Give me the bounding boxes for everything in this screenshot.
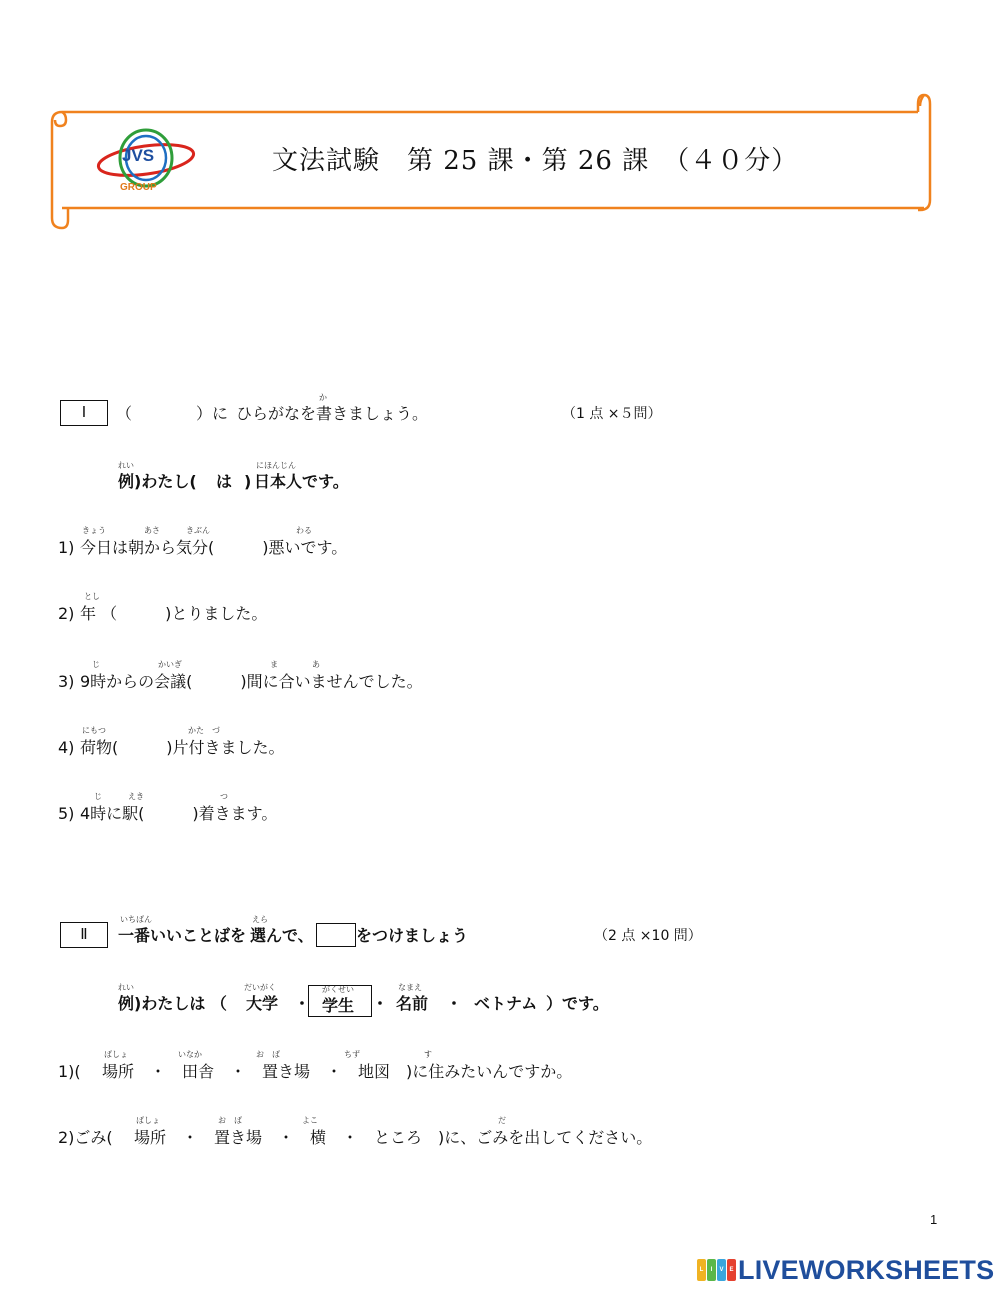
section-2-instruction-d: をつけましょう: [356, 926, 469, 945]
liveworksheets-cube-icon: [697, 1259, 736, 1281]
example-2-sep-1: ・: [294, 994, 311, 1013]
question-number: 1): [58, 538, 75, 557]
question-ruby: お ば: [256, 1050, 280, 1059]
question-number: 1)(: [58, 1062, 81, 1081]
question-number: 2)ごみ(: [58, 1128, 113, 1147]
example-1-answer: は: [216, 472, 233, 491]
example-2-opt3: 名前: [396, 994, 429, 1013]
section-1-points: （1 点 ×５問）: [562, 406, 662, 422]
question-text: 9時からの会議( )間に合いませんでした。: [80, 672, 423, 691]
example-1-kanji-ruby: にほんじん: [256, 461, 296, 470]
example-1-text-c: です。: [302, 472, 349, 491]
question-ruby: かいぎ: [158, 660, 182, 669]
section-1-instruction-ruby: か: [319, 393, 327, 402]
brand-cube-v: V: [717, 1259, 726, 1281]
example-2-sep-3: ・: [446, 994, 463, 1013]
section-2-instruction-ruby-a: いちばん: [120, 915, 152, 924]
section-2-points: （2 点 ×10 問）: [594, 928, 702, 944]
section-1-close-paren: ）に: [196, 404, 229, 423]
example-2-prefix: 例: [118, 994, 135, 1013]
question-text: 4時に駅( )着きます。: [80, 804, 278, 823]
page-title: 文法試験 第 25 課・第 26 課 （４０分）: [272, 146, 799, 176]
section-1-number: Ⅰ: [60, 400, 108, 426]
example-2-opt1: 大学: [246, 994, 279, 1013]
answer-box-sample: [316, 923, 356, 947]
question-ruby: す: [424, 1050, 432, 1059]
question-text: 荷物( )片付きました。: [80, 738, 285, 757]
brand-cube-l: L: [697, 1259, 706, 1281]
section-1-instruction-kanji: 書: [316, 404, 333, 423]
question-ruby: きぶん: [186, 526, 210, 535]
question-text: 年 （ )とりました。: [80, 604, 268, 623]
example-1-prefix-ruby: れい: [118, 461, 134, 470]
section-1-instruction-a: ひらがなを: [236, 404, 317, 423]
brand-cube-i: I: [707, 1259, 716, 1281]
section-2-number: Ⅱ: [60, 922, 108, 948]
example-2-prefix-ruby: れい: [118, 983, 134, 992]
section-2-instruction-a: 一番いいことばを: [118, 926, 247, 945]
question-ruby: いなか: [178, 1050, 202, 1059]
question-text: 場所 ・ 置き場 ・ 横 ・ ところ )に、ごみを出してください。: [134, 1128, 653, 1147]
question-ruby: とし: [84, 592, 100, 601]
example-2-opt4: ベトナム: [474, 994, 538, 1013]
question-ruby: かた づ: [188, 726, 220, 735]
question-number: 4): [58, 738, 75, 757]
example-2-text-b: ）です。: [546, 994, 609, 1013]
question-ruby: じ: [92, 660, 100, 669]
question-ruby: ばしょ: [104, 1050, 128, 1059]
example-2-opt3-ruby: なまえ: [398, 983, 422, 992]
question-ruby: わる: [296, 526, 312, 535]
example-2-opt1-ruby: だいがく: [244, 983, 276, 992]
question-ruby: えき: [128, 792, 144, 801]
example-1-text-b: ): [244, 472, 252, 491]
question-ruby: じ: [94, 792, 102, 801]
question-ruby: つ: [220, 792, 228, 801]
question-number: 2): [58, 604, 75, 623]
question-number: 3): [58, 672, 75, 691]
question-number: 5): [58, 804, 75, 823]
brand-cube-e: E: [727, 1259, 736, 1281]
question-text: 今日は朝から気分( )悪いです。: [80, 538, 348, 557]
section-2-instruction-ruby-b: えら: [252, 915, 268, 924]
liveworksheets-brand-text: LIVEWORKSHEETS: [738, 1254, 995, 1285]
example-2-text-a: )わたしは （: [134, 994, 227, 1013]
example-2-opt2-ruby: がくせい: [322, 985, 354, 994]
section-1-open-paren: （: [116, 404, 133, 423]
liveworksheets-logo[interactable]: [697, 1255, 994, 1285]
logo-main-text: JVS: [122, 146, 155, 165]
example-2-sep-2: ・: [372, 994, 389, 1013]
example-1-text-a: )わたし(: [134, 472, 197, 491]
page-number: 1: [930, 1212, 938, 1227]
question-ruby: ばしょ: [136, 1116, 160, 1125]
section-1-instruction-b: きましょう。: [332, 404, 429, 423]
jvs-logo: [94, 122, 204, 202]
question-ruby: だ: [498, 1116, 506, 1125]
question-text: 場所 ・ 田舎 ・ 置き場 ・ 地図 )に住みたいんですか。: [102, 1062, 573, 1081]
example-2-opt2: 学生: [322, 996, 355, 1015]
question-ruby: お ば: [218, 1116, 242, 1125]
logo-sub-text: GROUP: [120, 182, 157, 193]
question-ruby: あさ: [144, 526, 160, 535]
question-ruby: ちず: [344, 1050, 360, 1059]
question-ruby: よこ: [302, 1116, 318, 1125]
question-ruby: きょう: [82, 526, 106, 535]
section-2-instruction-b: 選: [250, 926, 267, 945]
question-ruby: ま: [270, 660, 278, 669]
question-ruby: にもつ: [82, 726, 106, 735]
section-2-instruction-c: んで、: [266, 926, 314, 945]
example-1-kanji: 日本人: [254, 472, 303, 491]
example-1-prefix: 例: [118, 472, 135, 491]
question-ruby: あ: [312, 660, 320, 669]
